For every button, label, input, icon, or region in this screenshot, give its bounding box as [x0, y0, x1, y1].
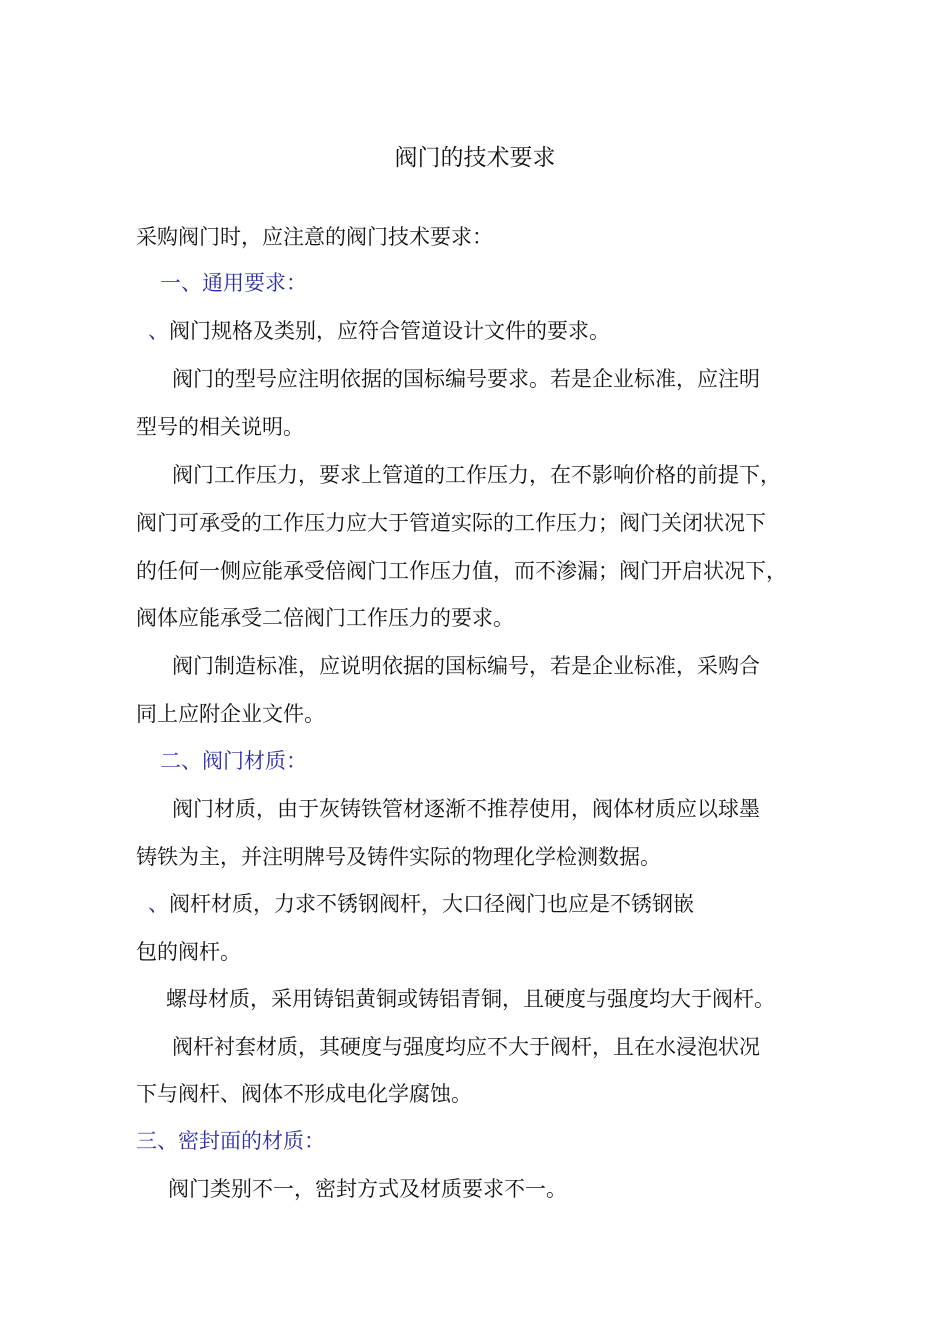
paragraph-line: 同上应附企业文件。	[136, 702, 325, 726]
list-item	[148, 889, 694, 919]
list-item	[148, 316, 610, 346]
list-item-text: 阀杆材质，力求不锈钢阀杆，大口径阀门也应是不锈钢嵌	[169, 892, 694, 916]
paragraph-line: 阀门的型号应注明依据的国标编号要求。若是企业标准，应注明	[172, 367, 760, 391]
paragraph-line: 包的阀杆。	[136, 940, 241, 964]
paragraph-line: 下与阀杆、阀体不形成电化学腐蚀。	[136, 1082, 472, 1106]
paragraph-line: 阀门材质，由于灰铸铁管材逐渐不推荐使用，阀体材质应以球墨	[172, 797, 760, 821]
page-title: 阀门的技术要求	[394, 145, 556, 171]
list-item-text: 阀门规格及类别，应符合管道设计文件的要求。	[169, 319, 610, 343]
paragraph-line: 阀门制造标准，应说明依据的国标编号，若是企业标准，采购合	[172, 654, 760, 678]
list-mark: 、	[148, 319, 169, 343]
list-mark: 、	[148, 892, 169, 916]
section-heading-seal: 三、密封面的材质：	[136, 1129, 325, 1153]
intro-text: 采购阀门时，应注意的阀门技术要求：	[136, 225, 493, 249]
paragraph-line: 铸铁为主，并注明牌号及铸件实际的物理化学检测数据。	[136, 845, 661, 869]
paragraph-line: 螺母材质，采用铸铝黄铜或铸铝青铜，且硬度与强度均大于阀杆。	[166, 987, 775, 1011]
paragraph-line: 的任何一侧应能承受倍阀门工作压力值，而不渗漏；阀门开启状况下，	[136, 559, 787, 583]
paragraph-line: 阀门类别不一，密封方式及材质要求不一。	[168, 1177, 567, 1201]
paragraph-line: 阀体应能承受二倍阀门工作压力的要求。	[136, 606, 514, 630]
section-heading-general: 一、通用要求：	[160, 271, 307, 295]
section-heading-material: 二、阀门材质：	[160, 749, 307, 773]
paragraph-line: 阀门可承受的工作压力应大于管道实际的工作压力；阀门关闭状况下	[136, 511, 766, 535]
paragraph-line: 阀门工作压力，要求上管道的工作压力，在不影响价格的前提下，	[172, 463, 781, 487]
paragraph-line: 型号的相关说明。	[136, 415, 304, 439]
paragraph-line: 阀杆衬套材质，其硬度与强度均应不大于阀杆，且在水浸泡状况	[172, 1035, 760, 1059]
